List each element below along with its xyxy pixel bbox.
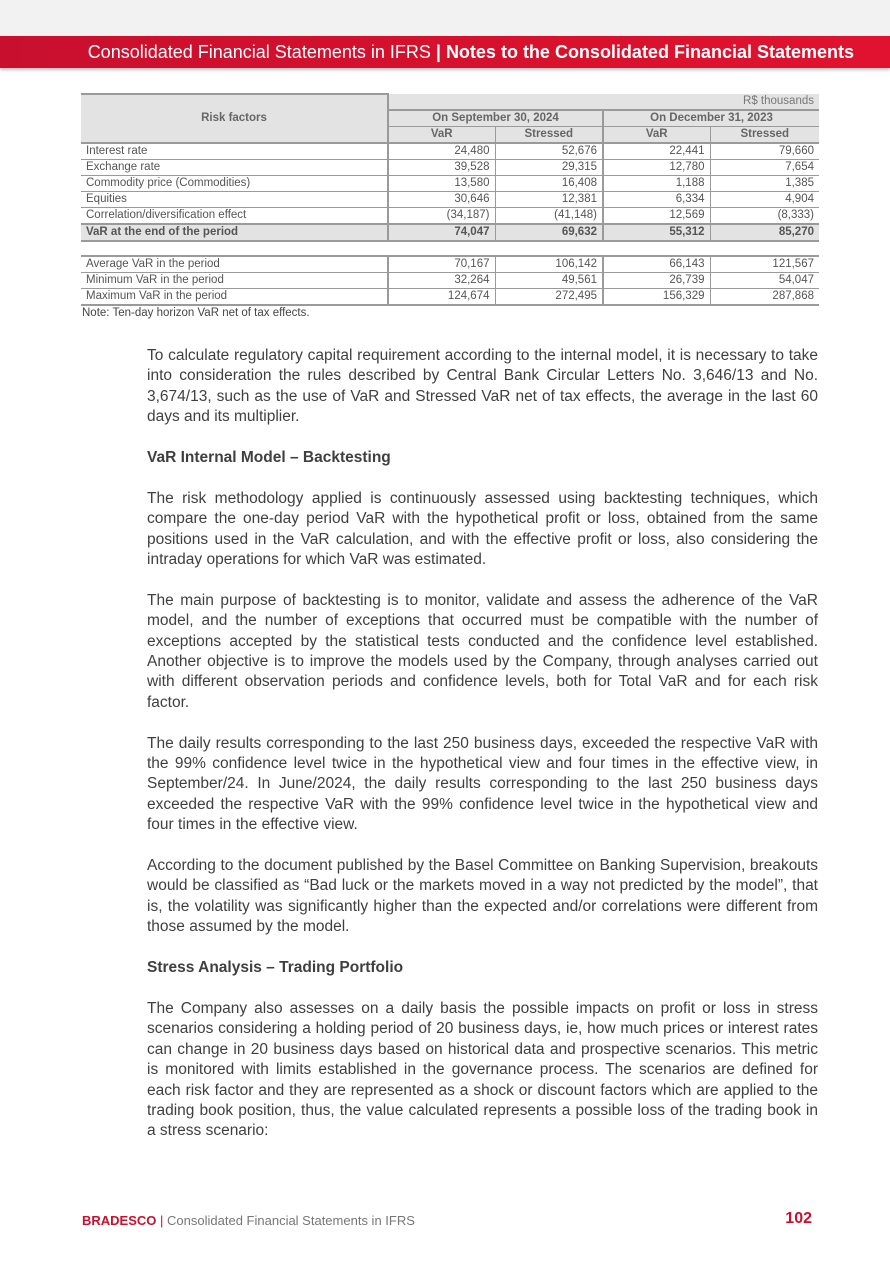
cell-var-2023: 1,188	[603, 176, 710, 192]
total-var-2023: 55,312	[603, 224, 710, 241]
banner-separator: |	[435, 42, 441, 62]
banner-title: Consolidated Financial Statements in IFRS	[87, 42, 431, 62]
row-label: Exchange rate	[81, 160, 388, 176]
col-stressed-2023: Stressed	[710, 127, 819, 144]
cell-stressed-2024: 29,315	[495, 160, 603, 176]
table-gap	[81, 241, 819, 256]
col-var-2023: VaR	[603, 127, 710, 144]
cell-var-2023: 156,329	[603, 289, 710, 306]
cell-stressed-2024: (41,148)	[495, 208, 603, 225]
cell-stressed-2023: 1,385	[710, 176, 819, 192]
cell-stressed-2023: 79,660	[710, 143, 819, 160]
col-var-2024: VaR	[388, 127, 495, 144]
cell-var-2024: 13,580	[388, 176, 495, 192]
page-number: 102	[785, 1210, 812, 1227]
cell-var-2024: 24,480	[388, 143, 495, 160]
period-header-2023: On December 31, 2023	[603, 110, 819, 127]
paragraph: To calculate regulatory capital requirement according to the internal model, it is necessary to take into consideration the rules described by Central Bank Circular Letters No. 3,646/13 and No. 3,674/13, such as the use of VaR and Stressed VaR net of tax effects, the average in the last 60 days and its multiplier.	[147, 347, 818, 426]
body-text	[147, 346, 818, 1162]
paragraph: The main purpose of backtesting is to monitor, validate and assess the adherence of the VaR model, and the number of exceptions that occurred must be compatible with the number of exceptions accepted by the statistical tests conducted and the confidence level established. Another objective is to improve the models used by the Company, through analyses carried out with different observation periods and confidence levels, both for Total VaR and for each risk factor.	[147, 591, 818, 711]
table-row	[81, 208, 819, 225]
paragraph: The daily results corresponding to the last 250 business days, exceeded the respective VaR with the 99% confidence level twice in the hypothetical view and four times in the effective view, in September/24. In June/2024, the daily results corresponding to the last 250 business days exceeded the respective VaR with the 99% confidence level twice in the hypothetical view and four times in the effective view.	[147, 734, 818, 834]
footer-title: Consolidated Financial Statements in IFRS	[167, 1213, 415, 1228]
cell-var-2023: 26,739	[603, 273, 710, 289]
row-label: Correlation/diversification effect	[81, 208, 388, 225]
cell-stressed-2023: 287,868	[710, 289, 819, 306]
total-label: VaR at the end of the period	[81, 224, 388, 241]
paragraph: The Company also assesses on a daily basis the possible impacts on profit or loss in stress scenarios considering a holding period of 20 business days, ie, how much prices or interest rates can change in 20 business days based on historical data and prospective scenarios. This metric is monitored with limits established in the governance process. The scenarios are defined for each risk factor and they are represented as a shock or discount factors which are applied to the trading book position, thus, the value calculated represents a possible loss of the trading book in a stress scenario:	[147, 999, 818, 1140]
cell-var-2024: 39,528	[388, 160, 495, 176]
cell-stressed-2024: 49,561	[495, 273, 603, 289]
table-row	[81, 160, 819, 176]
cell-var-2023: 6,334	[603, 192, 710, 208]
cell-stressed-2023: 54,047	[710, 273, 819, 289]
cell-var-2023: 12,569	[603, 208, 710, 225]
row-label: Interest rate	[81, 143, 388, 160]
stats-row	[81, 273, 819, 289]
table-row	[81, 192, 819, 208]
row-label: Commodity price (Commodities)	[81, 176, 388, 192]
var-table	[81, 93, 819, 306]
cell-stressed-2023: 121,567	[710, 256, 819, 273]
footer-brand: BRADESCO	[82, 1213, 157, 1228]
banner-subtitle: Notes to the Consolidated Financial Statements	[445, 42, 854, 62]
risk-factors-header: Risk factors	[81, 94, 388, 143]
cell-var-2024: 32,264	[388, 273, 495, 289]
section-heading: Stress Analysis – Trading Portfolio	[147, 959, 404, 977]
cell-stressed-2024: 16,408	[495, 176, 603, 192]
table-note: Note: Ten-day horizon VaR net of tax effects.	[82, 307, 310, 319]
cell-stressed-2023: (8,333)	[710, 208, 819, 225]
row-label: Average VaR in the period	[81, 256, 388, 273]
cell-var-2024: 30,646	[388, 192, 495, 208]
total-var-2024: 74,047	[388, 224, 495, 241]
row-label: Equities	[81, 192, 388, 208]
cell-stressed-2023: 7,654	[710, 160, 819, 176]
cell-var-2023: 66,143	[603, 256, 710, 273]
row-label: Maximum VaR in the period	[81, 289, 388, 306]
cell-var-2024: 70,167	[388, 256, 495, 273]
cell-var-2023: 22,441	[603, 143, 710, 160]
top-margin	[0, 0, 890, 36]
cell-var-2024: (34,187)	[388, 208, 495, 225]
paragraph: The risk methodology applied is continuously assessed using backtesting techniques, which compare the one-day period VaR with the hypothetical profit or loss, obtained from the same positions used in the VaR calculation, and with the effective profit or loss, also considering the intraday operations for which VaR was estimated.	[147, 489, 818, 569]
cell-stressed-2024: 52,676	[495, 143, 603, 160]
stats-row	[81, 256, 819, 273]
page-footer	[82, 1213, 415, 1228]
cell-stressed-2024: 106,142	[495, 256, 603, 273]
section-heading: VaR Internal Model – Backtesting	[147, 449, 391, 467]
unit-label: R$ thousands	[388, 94, 819, 110]
stats-row	[81, 289, 819, 306]
section-banner	[0, 36, 890, 68]
footer-separator: |	[160, 1213, 164, 1228]
table-row	[81, 143, 819, 160]
table-row	[81, 176, 819, 192]
row-label: Minimum VaR in the period	[81, 273, 388, 289]
col-stressed-2024: Stressed	[495, 127, 603, 144]
period-header-2024: On September 30, 2024	[388, 110, 603, 127]
cell-stressed-2024: 12,381	[495, 192, 603, 208]
total-stressed-2023: 85,270	[710, 224, 819, 241]
cell-stressed-2023: 4,904	[710, 192, 819, 208]
cell-var-2023: 12,780	[603, 160, 710, 176]
total-row	[81, 224, 819, 241]
total-stressed-2024: 69,632	[495, 224, 603, 241]
cell-var-2024: 124,674	[388, 289, 495, 306]
cell-stressed-2024: 272,495	[495, 289, 603, 306]
paragraph: According to the document published by the Basel Committee on Banking Supervision, breakouts would be classified as “Bad luck or the markets moved in a way not predicted by the model”, that is, the volatility was significantly higher than the expected and/or correlations were different from those assumed by the model.	[147, 857, 818, 936]
